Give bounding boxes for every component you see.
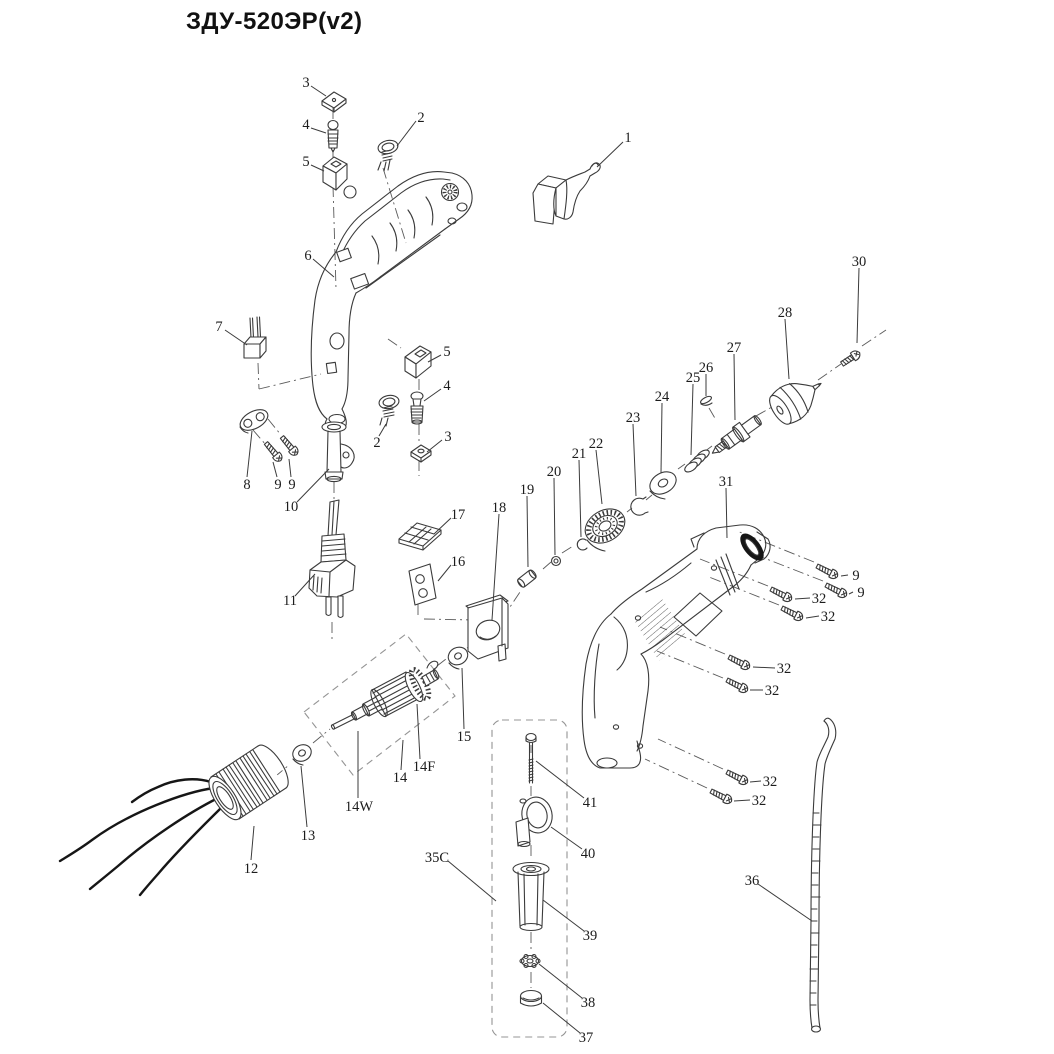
callout-leader-41: [536, 761, 584, 798]
part-9-screw: [279, 434, 301, 457]
part-8-cord-clamp: [237, 405, 271, 434]
part-23-circlip: [631, 497, 648, 515]
callout-leader-20: [554, 478, 555, 555]
part-32-screw: [725, 768, 750, 786]
part-18-switch-bracket: [466, 595, 508, 661]
page-title: ЗДУ-520ЭР(v2): [186, 8, 363, 35]
part-10-cord-guard: [322, 422, 354, 482]
part-5-brush-holder-top: [323, 157, 347, 190]
callout-leader-32: [753, 667, 775, 668]
part-9-screw: [815, 562, 840, 580]
callout-leader-17: [434, 518, 451, 534]
callout-leader-31: [726, 488, 727, 538]
callout-leader-6: [313, 259, 334, 277]
callout-leader-7: [225, 330, 247, 345]
part-28-chuck: [764, 367, 831, 429]
callout-2: 2: [417, 110, 425, 126]
callout-14W: 14W: [344, 799, 374, 815]
callout-leader-35C: [448, 861, 496, 901]
part-25-spring: [683, 448, 711, 474]
part-2-brush-spring-right: [378, 394, 400, 426]
callout-leader-23: [633, 424, 636, 496]
part-21-retaining-ring: [577, 539, 587, 550]
part-11-power-plug: [309, 500, 355, 618]
part-37-cap: [521, 991, 542, 1007]
callout-41: 41: [582, 795, 598, 811]
part-7-capacitor: [244, 317, 266, 358]
part-1-switch-trigger: [533, 163, 600, 224]
callout-2: 2: [373, 435, 381, 451]
callout-27: 27: [726, 340, 742, 356]
callout-14F: 14F: [412, 759, 436, 775]
callout-leader-38: [539, 964, 582, 998]
callout-leader-32: [734, 800, 750, 801]
callout-19: 19: [519, 482, 535, 498]
callout-leader-19: [527, 496, 528, 567]
callout-13: 13: [300, 828, 316, 844]
part-19-pin: [516, 569, 537, 589]
callout-30: 30: [851, 254, 867, 270]
callout-12: 12: [243, 861, 259, 877]
callout-leader-5: [311, 165, 324, 171]
callout-37: 37: [578, 1030, 594, 1046]
callout-leader-16: [438, 565, 451, 581]
part-9-screw: [263, 440, 285, 463]
callout-3: 3: [302, 75, 310, 91]
callout-40: 40: [580, 846, 596, 862]
part-13-bearing: [290, 742, 314, 765]
part-32-screw: [709, 787, 734, 805]
callout-leader-13: [301, 766, 307, 827]
part-41-bolt: [526, 734, 536, 784]
callout-20: 20: [546, 464, 562, 480]
callout-leader-1: [597, 142, 623, 167]
part-4-carbon-brush-top: [328, 121, 338, 153]
part-17-switch-slider: [399, 523, 441, 550]
callout-32: 32: [764, 683, 780, 699]
part-31-housing-right: [582, 525, 770, 768]
callout-4: 4: [443, 378, 451, 394]
callout-leader-3: [311, 86, 326, 96]
callout-leader-25: [691, 384, 693, 455]
part-5-brush-holder-right: [405, 346, 431, 378]
part-38-nut: [520, 955, 540, 968]
part-22-gear: [579, 502, 631, 551]
callout-leader-14: [401, 740, 403, 770]
callout-leader-28: [785, 319, 789, 379]
part-16-switch-plate: [409, 564, 436, 605]
part-14-armature: [331, 661, 440, 729]
part-30-screw: [839, 349, 862, 368]
callout-leader-2: [397, 121, 416, 146]
callout-17: 17: [450, 507, 466, 523]
callout-21: 21: [571, 446, 587, 462]
callout-leader-12: [251, 826, 254, 860]
callout-18: 18: [491, 500, 507, 516]
part-3-brush-cap-top: [322, 92, 346, 112]
callout-5: 5: [302, 154, 310, 170]
callout-14: 14: [392, 770, 408, 786]
callout-32: 32: [776, 661, 792, 677]
callout-leader-4: [311, 128, 326, 133]
callout-leader-14F: [417, 704, 420, 759]
callout-32: 32: [762, 774, 778, 790]
part-20-washer: [552, 557, 561, 566]
callout-11: 11: [283, 593, 297, 609]
callout-leader-9: [849, 592, 853, 594]
callout-leader-8: [247, 431, 252, 477]
part-40-handle-clamp: [516, 794, 555, 846]
part-32-screw: [780, 604, 805, 622]
callout-23: 23: [625, 410, 641, 426]
part-9-screw: [824, 581, 849, 599]
callout-4: 4: [302, 117, 310, 133]
callout-leader-39: [543, 900, 584, 931]
part-3-brush-cap-right: [411, 445, 431, 462]
callout-3: 3: [444, 429, 452, 445]
callout-leader-32: [795, 598, 810, 599]
callout-leader-9: [841, 575, 848, 576]
callout-39: 39: [582, 928, 598, 944]
callout-leader-15: [462, 668, 464, 729]
part-24-bearing: [646, 467, 680, 499]
callout-9: 9: [274, 477, 282, 493]
callout-24: 24: [654, 389, 670, 405]
callout-leader-4: [424, 389, 441, 401]
callout-9: 9: [857, 585, 865, 601]
callout-leader-32: [750, 781, 761, 782]
center-lines: [253, 108, 886, 988]
callout-7: 7: [215, 319, 223, 335]
callout-16: 16: [450, 554, 466, 570]
callout-6: 6: [304, 248, 312, 264]
callout-1: 1: [624, 130, 632, 146]
callout-leader-32: [806, 616, 819, 618]
callout-38: 38: [580, 995, 596, 1011]
callout-15: 15: [456, 729, 472, 745]
part-32-screw: [725, 676, 750, 694]
callout-leader-30: [857, 268, 859, 343]
callout-32: 32: [751, 793, 767, 809]
callout-22: 22: [588, 436, 604, 452]
callout-leader-9: [289, 459, 291, 477]
callout-leader-22: [596, 450, 602, 504]
callout-leader-3: [427, 440, 442, 452]
callout-32: 32: [811, 591, 827, 607]
part-32-screw: [727, 653, 752, 671]
callout-8: 8: [243, 477, 251, 493]
part-39-handle-grip: [513, 863, 549, 931]
callout-36: 36: [744, 873, 760, 889]
callout-leader-37: [543, 1003, 580, 1033]
part-2-brush-spring-top: [377, 139, 399, 171]
callout-5: 5: [443, 344, 451, 360]
callout-32: 32: [820, 609, 836, 625]
callout-leader-27: [734, 354, 735, 420]
callout-leader-10: [297, 469, 329, 502]
callout-26: 26: [698, 360, 714, 376]
callout-28: 28: [777, 305, 793, 321]
callout-9: 9: [852, 568, 860, 584]
callout-31: 31: [718, 474, 734, 490]
callout-leader-36: [758, 884, 812, 921]
callout-35C: 35C: [424, 850, 450, 866]
part-32-screw: [769, 585, 794, 603]
callout-9: 9: [288, 477, 296, 493]
part-27-spindle: [707, 412, 765, 461]
callout-leader-24: [661, 403, 662, 473]
callout-leader-9: [273, 462, 277, 477]
part-26-key: [699, 395, 712, 405]
callout-10: 10: [283, 499, 299, 515]
part-36-depth-rod: [810, 718, 836, 1032]
part-4-carbon-brush-right: [411, 392, 423, 424]
callout-25: 25: [685, 370, 701, 386]
callout-leader-21: [579, 460, 581, 537]
